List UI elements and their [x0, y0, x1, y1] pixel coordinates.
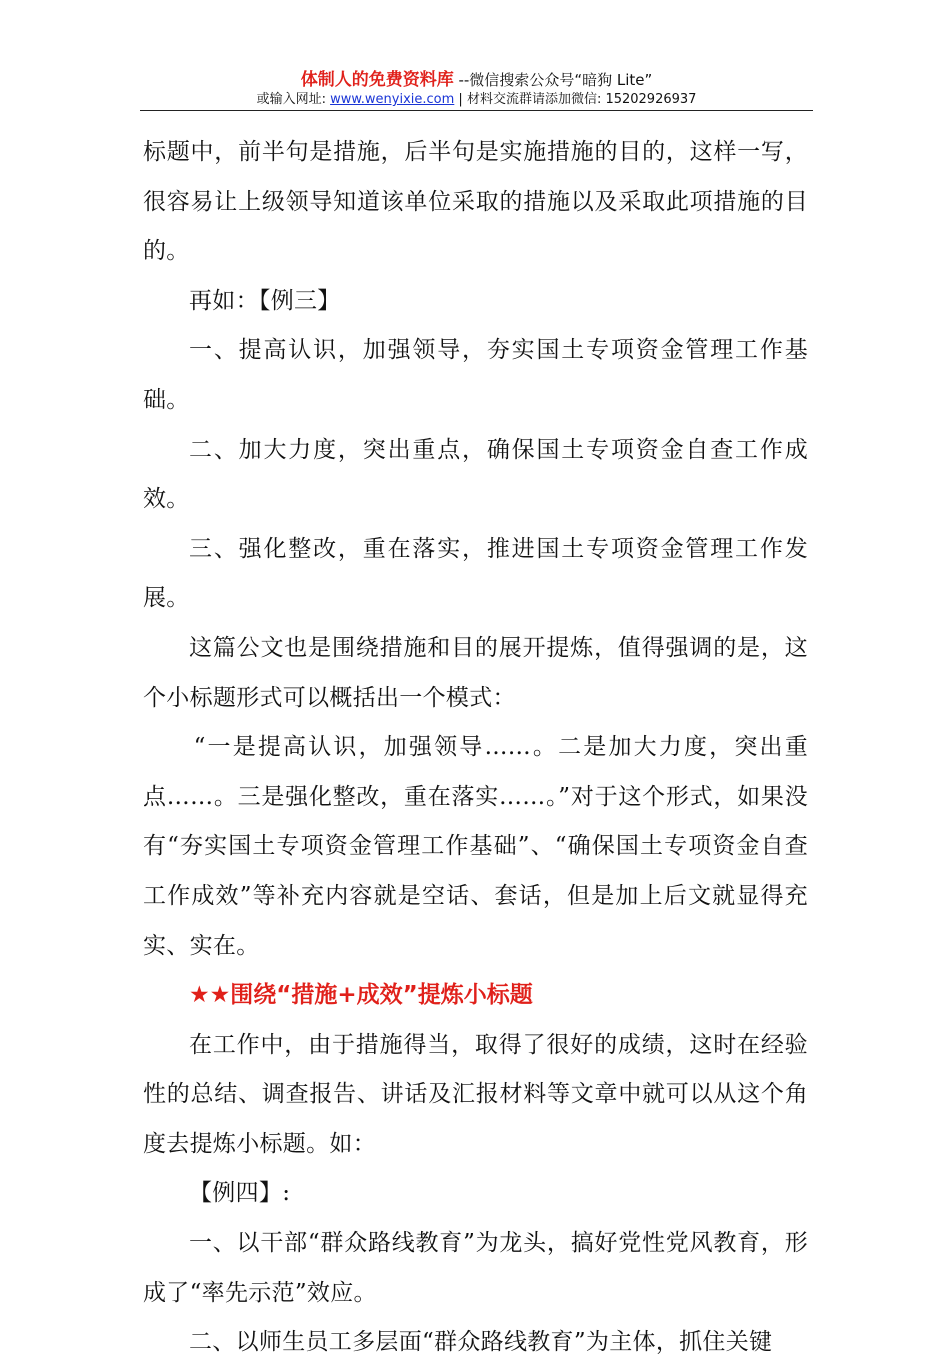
header-tagline: --微信搜索公众号“暗狗 Lite” [453, 71, 653, 89]
header-website-link[interactable]: www.wenyixie.com [330, 92, 455, 107]
paragraph-example-three-label: 再如：【例三】 [189, 287, 341, 314]
section-heading: ★★围绕“措施+成效”提炼小标题 [189, 982, 533, 1009]
header-brand: 体制人的免费资料库 [300, 70, 454, 90]
list-item-2: 二、加大力度，突出重点，确保国土专项资金自查工作成效。 [143, 436, 808, 513]
list-item-3: 三、强化整改，重在落实，推进国土专项资金管理工作发展。 [143, 535, 808, 612]
paragraph-quote: “一是提高认识，加强领导……。二是加大力度，突出重点……。三是强化整改，重在落实……。”对于这个形式，如果没有“夯实国土专项资金管理工作基础”、“确保国土专项资金自查工作成效”等补充内容就是空话、套话，但是加上后文就显得充实、实在。 [143, 734, 808, 959]
header-line-2 [140, 91, 813, 109]
list-item-1: 一、提高认识，加强领导，夯实国土专项资金管理工作基础。 [143, 337, 808, 413]
list-item-4: 一、以干部“群众路线教育”为龙头，搞好党性党风教育，形成了“率先示范”效应。 [143, 1230, 808, 1306]
header-contact: | 材料交流群请添加微信: 15202926937 [454, 92, 697, 107]
header-url-prefix: 或输入网址: [256, 92, 331, 107]
paragraph-intro: 在工作中，由于措施得当，取得了很好的成绩，这时在经验性的总结、调查报告、讲话及汇报材料等文章中就可以从这个角度去提炼小标题。如： [143, 1031, 808, 1157]
header-line-1 [140, 70, 813, 90]
page-header [140, 70, 813, 109]
paragraph-explanation: 这篇公文也是围绕措施和目的展开提炼，值得强调的是，这个小标题形式可以概括出一个模式： [143, 634, 808, 711]
header-divider [140, 110, 813, 111]
body-text [143, 128, 808, 1368]
paragraph-continuation: 标题中，前半句是措施，后半句是实施措施的目的，这样一写，很容易让上级领导知道该单位采取的措施以及采取此项措施的目的。 [143, 139, 808, 265]
list-item-5: 二、以师生员工多层面“群众路线教育”为主体，抓住关键 [189, 1329, 773, 1356]
paragraph-example-four-label: 【例四】: [189, 1180, 291, 1207]
